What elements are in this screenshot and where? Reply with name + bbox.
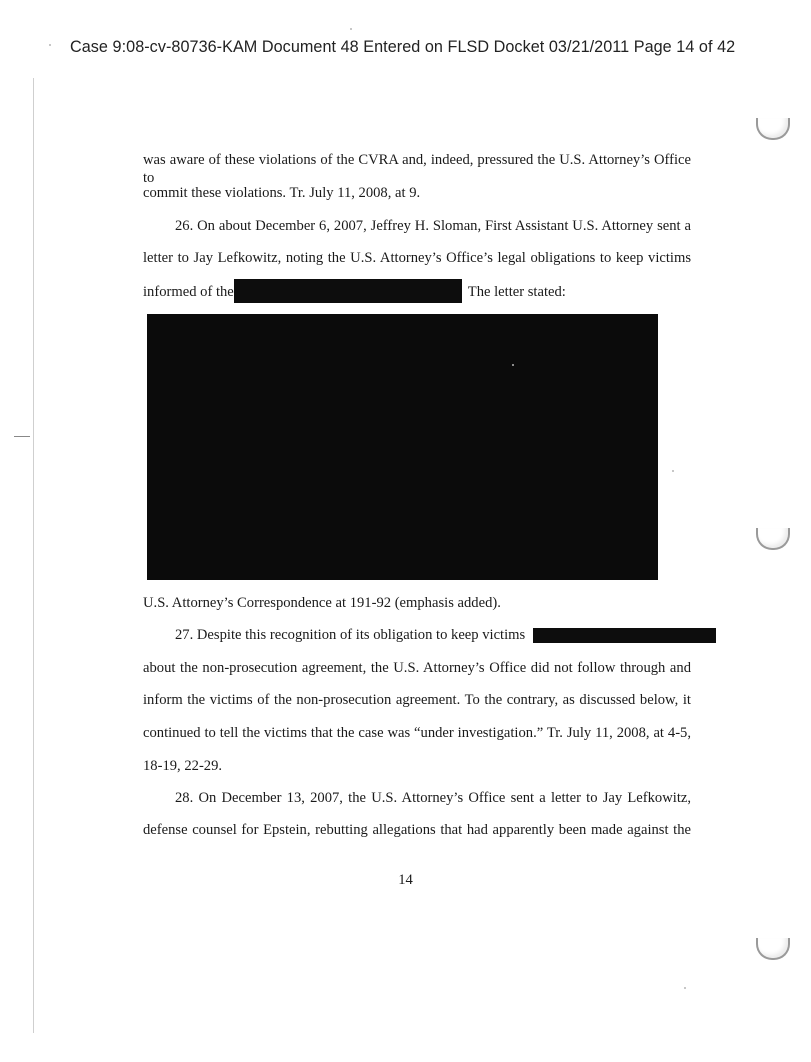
scan-speck: [672, 470, 674, 472]
paragraph-27-start: [175, 626, 735, 644]
paragraph-26-start: 26. On about December 6, 2007, Jeffrey H. Sloman, First Assistant U.S. Attorney sent a: [175, 218, 691, 234]
inline-text: 27. Despite this recognition of its obligation to keep victims: [175, 627, 526, 643]
body-text-line: defense counsel for Epstein, rebutting allegations that had apparently been made against the: [143, 822, 691, 838]
scan-edge-line: [33, 78, 34, 1033]
citation-line: U.S. Attorney’s Correspondence at 191-92 (emphasis added).: [143, 595, 501, 611]
binder-hole-icon: [756, 938, 790, 960]
body-text-line: 18-19, 22-29.: [143, 758, 223, 774]
binder-hole-icon: [756, 528, 790, 550]
body-text-line: was aware of these violations of the CVRA and, indeed, pressured the U.S. Attorney’s Office to: [143, 152, 691, 186]
body-text-line: about the non-prosecution agreement, the U.S. Attorney’s Office did not follow through and: [143, 660, 691, 676]
scan-speck: [512, 364, 514, 366]
body-text-line: [143, 282, 691, 303]
redacted-quotation-block: [147, 314, 658, 580]
redaction-bar: [234, 279, 462, 303]
inline-text: The letter stated:: [467, 283, 566, 300]
scan-speck: [49, 44, 51, 46]
body-text-line: commit these violations. Tr. July 11, 2008, at 9.: [143, 185, 421, 201]
page-number: 14: [398, 872, 413, 888]
scan-speck: [684, 987, 686, 989]
body-text-line: inform the victims of the non-prosecution agreement. To the contrary, as discussed below, it: [143, 692, 691, 708]
body-text-line: letter to Jay Lefkowitz, noting the U.S. Attorney’s Office’s legal obligations to keep victims: [143, 250, 691, 266]
binder-hole-icon: [756, 118, 790, 140]
redaction-bar: [533, 628, 716, 643]
inline-text: informed of the: [143, 283, 234, 300]
paragraph-28-start: 28. On December 13, 2007, the U.S. Attorney’s Office sent a letter to Jay Lefkowitz,: [175, 790, 691, 806]
scan-margin-mark: [14, 436, 30, 437]
scan-speck: [350, 28, 352, 30]
docket-header: Case 9:08-cv-80736-KAM Document 48 Entered on FLSD Docket 03/21/2011 Page 14 of 42: [70, 38, 736, 56]
body-text-line: continued to tell the victims that the case was “under investigation.” Tr. July 11, 2008, at 4-5,: [143, 725, 691, 741]
